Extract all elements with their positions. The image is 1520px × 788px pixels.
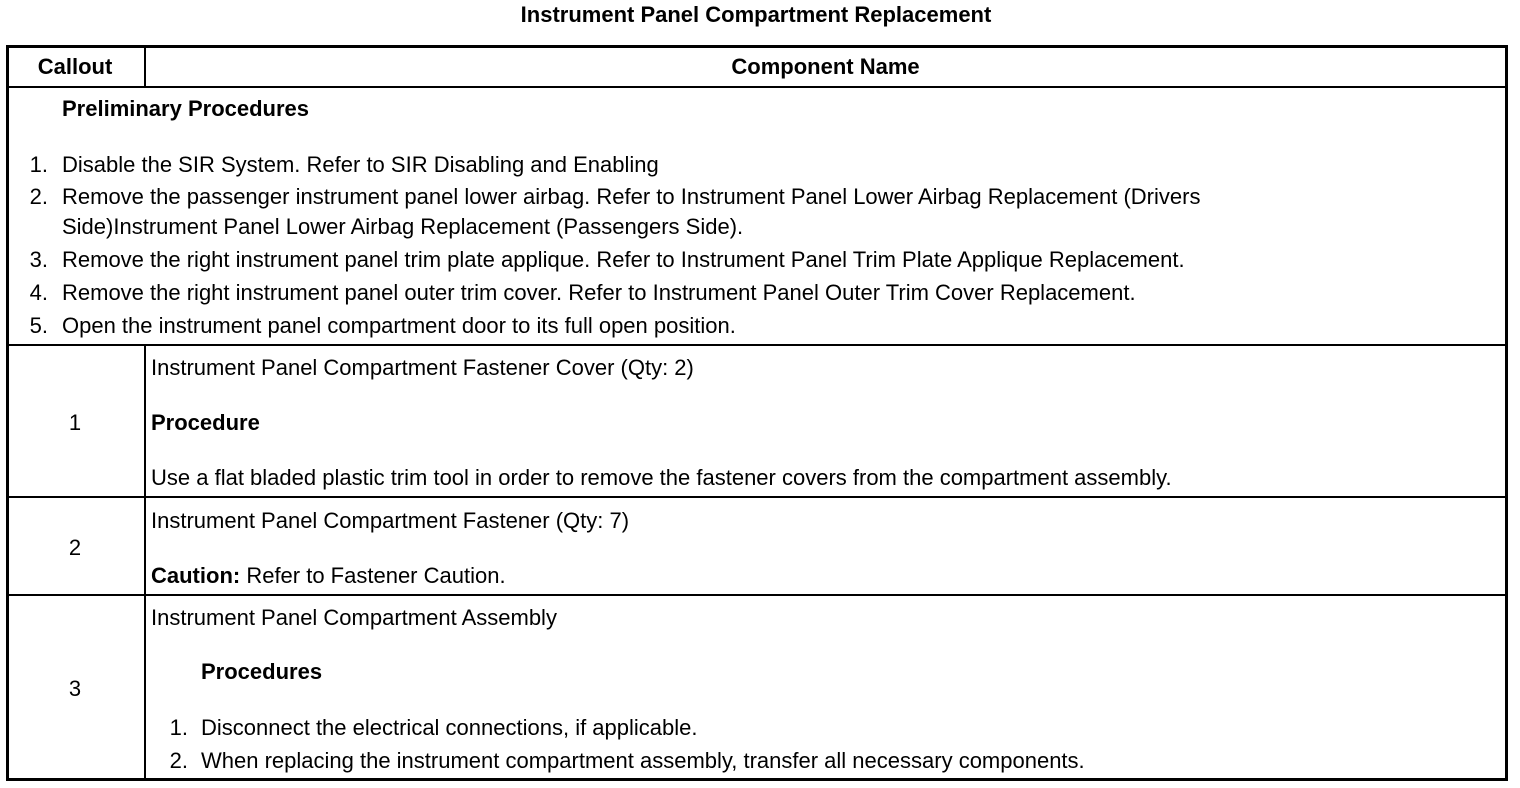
step-number: 3. [29, 247, 48, 272]
procedure-heading: Procedure [151, 410, 260, 435]
caution-label: Caution: [151, 563, 241, 588]
preliminary-step-text: Remove the right instrument panel outer trim cover. Refer to Instrument Panel Outer Trim Cover Replacement. [62, 280, 1136, 305]
callout-number: 2 [68, 535, 82, 560]
row-divider [6, 496, 1508, 498]
column-divider [144, 344, 146, 781]
step-number: 2. [169, 748, 188, 773]
header-divider [6, 86, 1508, 88]
callout-number: 1 [68, 410, 82, 435]
header-component-name: Component Name [731, 54, 920, 79]
step-number: 5. [29, 313, 48, 338]
preliminary-heading: Preliminary Procedures [62, 96, 310, 121]
document-title: Instrument Panel Compartment Replacement [520, 2, 992, 27]
procedure-text: Use a flat bladed plastic trim tool in order to remove the fastener covers from the compartment assembly. [151, 465, 1172, 490]
component-name: Instrument Panel Compartment Fastener (Qty: 7) [151, 508, 630, 533]
preliminary-step-text: Side)Instrument Panel Lower Airbag Replacement (Passengers Side). [62, 214, 744, 239]
procedures-heading: Procedures [201, 659, 323, 684]
callout-number: 3 [68, 676, 82, 701]
component-name: Instrument Panel Compartment Assembly [151, 605, 557, 630]
row-divider [6, 344, 1508, 346]
preliminary-step-text: Remove the passenger instrument panel lower airbag. Refer to Instrument Panel Lower Airbag Replacement (Drivers [62, 184, 1201, 209]
component-name: Instrument Panel Compartment Fastener Cover (Qty: 2) [151, 355, 694, 380]
preliminary-step-text: Disable the SIR System. Refer to SIR Disabling and Enabling [62, 152, 659, 177]
step-number: 4. [29, 280, 48, 305]
step-number: 1. [29, 152, 48, 177]
caution-text: Refer to Fastener Caution. [240, 563, 506, 588]
procedure-step-text: When replacing the instrument compartment assembly, transfer all necessary components. [201, 748, 1085, 773]
step-number: 2. [29, 184, 48, 209]
caution-note [151, 561, 506, 591]
preliminary-step-text: Open the instrument panel compartment door to its full open position. [62, 313, 736, 338]
preliminary-step-text: Remove the right instrument panel trim plate applique. Refer to Instrument Panel Trim Plate Applique Replacement. [62, 247, 1185, 272]
procedure-step-text: Disconnect the electrical connections, if applicable. [201, 715, 698, 740]
header-callout: Callout [37, 54, 113, 79]
step-number: 1. [169, 715, 188, 740]
row-divider [6, 594, 1508, 596]
